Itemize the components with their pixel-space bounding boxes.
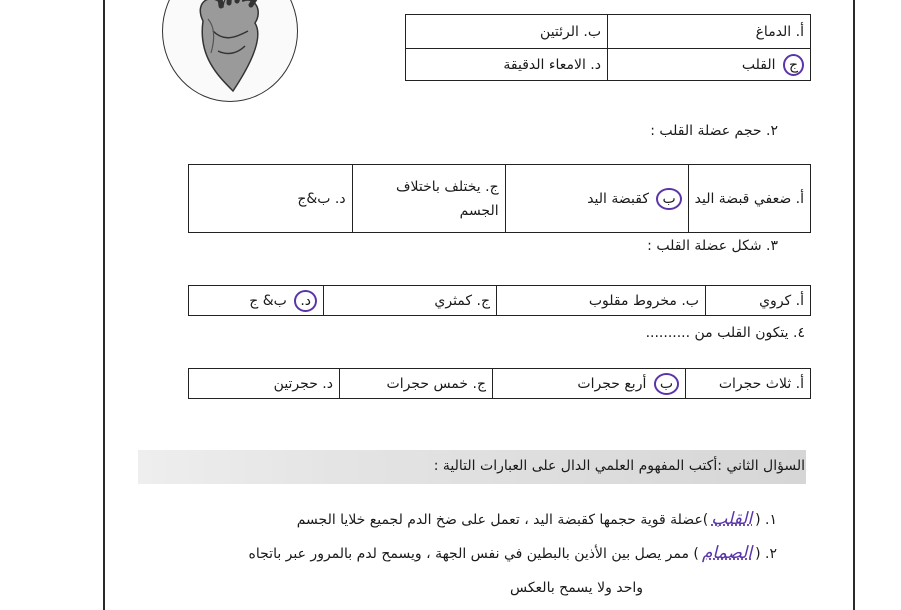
item2-continuation: واحد ولا يسمح بالعكس <box>509 580 643 596</box>
q2-option-d[interactable]: د. ب&ج <box>189 165 353 233</box>
answer-circle-mark: د. <box>294 290 317 312</box>
item2-number: ٢. ( <box>755 546 777 562</box>
section2-title: السؤال الثاني :أكتب المفهوم العلمي الدال على العبارات التالية : <box>433 458 805 474</box>
q1-options-table <box>405 14 811 81</box>
heart-illustration <box>162 0 298 102</box>
q1-option-c-text: القلب <box>741 56 776 73</box>
answer-circle-mark: ج <box>783 54 804 76</box>
q2-option-c-line2: الجسم <box>459 202 499 219</box>
item2-text: ) ممر يصل بين الأذين بالبطين في نفس الجهة ، ويسمح لدم بالمرور عبر باتجاه <box>248 546 699 562</box>
item1-number: ١. ( <box>755 512 777 528</box>
q2-option-a[interactable]: أ. ضعفي قبضة اليد <box>688 165 810 233</box>
q3-option-c[interactable]: ج. كمثري <box>324 286 497 316</box>
q2-option-c[interactable] <box>352 165 505 233</box>
q4-option-b[interactable] <box>493 369 686 399</box>
answer-circle-mark: ب <box>656 188 681 210</box>
q1-option-d[interactable]: د. الامعاء الدقيقة <box>406 49 608 81</box>
section2-item2 <box>249 543 777 563</box>
answer-circle-mark: ب <box>654 373 679 395</box>
item1-text: )عضلة قوية حجمها كقبضة اليد ، تعمل على ضخ الدم لجميع خلايا الجسم <box>296 512 709 528</box>
q3-prompt: ٣. شكل عضلة القلب : <box>647 238 778 254</box>
q2-option-b[interactable] <box>505 165 688 233</box>
q1-option-c[interactable] <box>608 49 811 81</box>
heart-icon <box>163 0 297 101</box>
q3-option-a[interactable]: أ. كروي <box>706 286 811 316</box>
q3-option-d[interactable] <box>189 286 324 316</box>
q1-option-b[interactable]: ب. الرئتين <box>406 15 608 49</box>
q4-options-table <box>188 368 811 399</box>
page-border-left <box>103 0 105 610</box>
q4-option-c[interactable]: ج. خمس حجرات <box>340 369 493 399</box>
q4-prompt: ٤. يتكون القلب من .......... <box>645 325 805 341</box>
q4-option-a[interactable]: أ. ثلاث حجرات <box>686 369 811 399</box>
item2-handwritten-answer[interactable]: الصمام <box>701 543 753 563</box>
q3-option-b[interactable]: ب. مخروط مقلوب <box>497 286 706 316</box>
q4-option-b-text: أربع حجرات <box>577 375 647 392</box>
q2-options-table <box>188 164 811 233</box>
q2-option-b-text: كقبضة اليد <box>587 190 649 207</box>
q2-prompt: ٢. حجم عضلة القلب : <box>650 123 778 139</box>
q1-option-a[interactable]: أ. الدماغ <box>608 15 811 49</box>
q3-options-table <box>188 285 811 316</box>
section2-item1 <box>297 509 777 529</box>
q2-option-c-line1: ج. يختلف باختلاف <box>396 178 499 195</box>
q4-option-d[interactable]: د. حجرتين <box>189 369 340 399</box>
item1-handwritten-answer[interactable]: القلب <box>711 509 753 529</box>
q3-option-d-text: ب& ج <box>249 292 287 309</box>
page-border-right <box>853 0 855 610</box>
